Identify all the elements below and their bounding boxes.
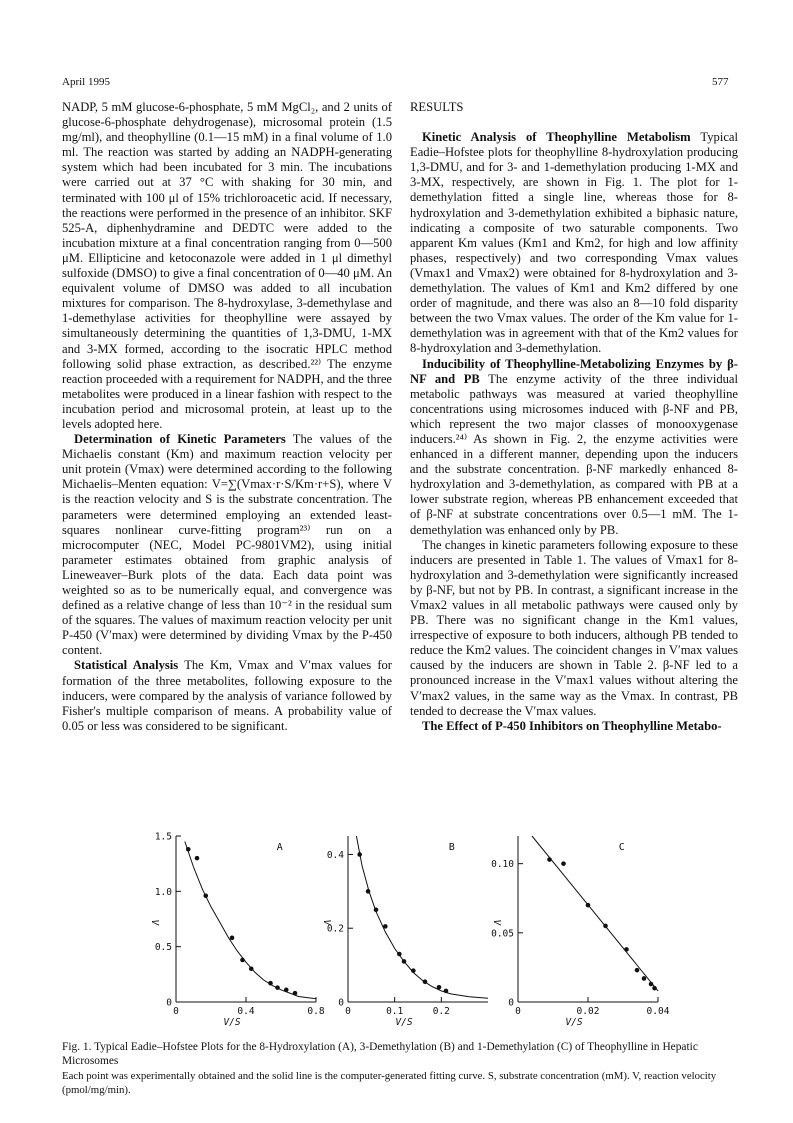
panel-b-fit-curve [356,836,488,998]
parameter-changes-paragraph: The changes in kinetic parameters following exposure to these inducers are presented in Table 1. The values of Vmax1 for 8-hydroxylation and 3-demethylation were significantly increased by β-NF, but not by PB. In contrast, a significant increase in the Vmax2 values in all metabolic pathways were caused only by PB. There was no significant change in the Km1 values, irrespective of exposure to both inducers, although PB tended to reduce the Km2 values. The coincident changes in V′max values caused by the inducers are shown in Table 2. β-NF led to a pronounced increase in the V′max1 values without altering the V′max2 values, in the same way as the Vmax. In contrast, PB tended to decrease the V′max values. [410,537,738,718]
panel-a-label: A [276,842,283,853]
panel-a-x-tick-label: 0.8 [307,1006,325,1017]
results-heading: RESULTS [410,100,464,114]
panel-b-data-point [366,889,371,894]
panel-b-data-point [397,952,402,957]
panel-a-data-point [240,958,245,963]
panel-b-data-point [411,968,416,973]
panel-c-label: C [618,842,625,853]
panel-a-data-point [186,847,191,852]
panel-b-x-label: V/S [395,1017,413,1028]
inhibitor-heading: The Effect of P-450 Inhibitors on Theophylline Metabo- [422,718,722,733]
panel-a-data-point [268,981,273,986]
panel-c-data-point [603,924,608,929]
statistics-heading: Statistical Analysis [74,658,179,673]
panel-c-x-tick-label: 0 [515,1006,521,1017]
panel-c-y-tick-label: 0 [508,997,514,1009]
panel-b-data-point [374,907,379,912]
panel-c-y-tick-label: 0.10 [491,859,514,871]
panel-b-x-tick-label: 0.2 [432,1006,450,1017]
panel-c-data-point [642,976,647,981]
panel-a-y-tick-label: 1.5 [154,831,172,843]
panel-c-x-tick-label: 0.02 [576,1006,600,1017]
panel-b-label: B [448,842,455,853]
kinetic-parameters-text: The values of the Michaelis constant (Km) and maximum reaction velocity per unit protein (Vmax) were determined according to the following Michaelis–Menten equation: V=∑(Vmax·r·S/Km·r+S), where V is the reaction velocity and S is the substrate concentration. The parameters were determined employing an extended least-squares nonlinear curve-fitting program²³⁾ run on a microcomputer (NEC, Model PC-9801VM2), using initial parameter estimates obtained from graphic analysis of Lineweaver–Burk plots of the data. Each data point was weighted so as to be numerically equal, and convergence was defined as a relative change of less than 10⁻² in the residual sum of the squares. The values of maximum reaction velocity per unit P-450 (V′max) were determined by dividing Vmax by the P-450 content. [62,432,393,658]
panel-a-y-tick-label: 1.0 [154,886,172,898]
panel-a-y-tick-label: 0.5 [154,942,172,954]
panel-b-data-point [357,852,362,857]
inhibitor-heading-paragraph [410,719,738,734]
panel-b-data-point [383,924,388,929]
panel-c-x-label: V/S [565,1017,583,1028]
methods-paragraph: NADP, 5 mM glucose-6-phosphate, 5 mM MgCl₂, and 2 units of glucose-6-phosphate dehydrogenase), microsomal protein (1.5 mg/ml), and theophylline (0.1—15 mM) in a final volume of 1.0 ml. The reaction was started by adding an NADPH-generating system which had been incubated for 3 min. The incubations were carried out at 37 °C with shaking for 30 min, and terminated with 100 μl of 15% trichloroacetic acid. If necessary, the reactions were performed in the presence of an inhibitor. SKF 525-A, diphenhydramine and DEDTC were added to the incubation mixture at a final concentration ranging from 0—500 μM. Ellipticine and ketoconazole were added in 1 μl dimethyl sulfoxide (DMSO) to give a final concentration of 0—40 μM. An equivalent volume of DMSO was added to all incubation mixtures for comparison. The 8-hydroxylase, 3-demethylase and 1-demethylase activities for theophylline were assayed by simultaneously determining the quantities of 1,3-DMU, 1-MX and 3-MX formed, according to the isocratic HPLC method following solid phase extraction, as described.²²⁾ The enzyme reaction proceeded with a requirement for NADPH, and the three metabolites were produced in a linear fashion with respect to the incubation period and microsomal protein, at least up to the levels adopted here. [62,100,392,431]
inducibility-heading: Inducibility of Theophylline-Metabolizing Enzymes by β-NF and PB [410,356,738,386]
kinetic-parameters-paragraph [62,432,392,658]
panel-a-data-point [203,893,208,898]
panel-c-data-point [652,986,657,991]
panel-c-y-label: V [491,919,502,926]
panel-b-y-tick-label: 0.4 [326,849,344,861]
panel-a-y-label: V [149,919,160,926]
panel-b-x-tick-label: 0.1 [386,1006,404,1017]
figure-caption: Fig. 1. Typical Eadie–Hofstee Plots for the 8-Hydroxylation (A), 3-Demethylation (B) and 1-Demethylation (C) of Theophylline in Hepatic Microsomes [62,1041,698,1067]
panel-c-data-point [586,903,591,908]
panel-c-data-point [649,982,654,987]
panel-b-data-point [444,989,449,994]
kinetic-analysis-paragraph [410,130,738,356]
panel-b-data-point [402,959,407,964]
panel-a-data-point [275,985,280,990]
figure-note: Each point was experimentally obtained and the solid line is the computer-generated fitting curve. S, substrate concentration (mM). V, reaction velocity (pmol/mg/min). [62,1070,717,1096]
inducibility-text: The enzyme activity of the three individual metabolic pathways was measured at varied theophylline concentrations using microsomes induced with β-NF and PB, which represent the two major classes of monooxygenase inducers.²⁴⁾ As shown in Fig. 2, the enzyme activities were enhanced in a different manner, depending upon the inducers and the substrate concentration. β-NF markedly enhanced 8-hydroxylation and 3-demethylation, as compared with PB at a lower substrate region, whereas PB enhancement exceeded that of β-NF at substrate concentrations over 0.5—1 mM. The 1-demethylation was enhanced only by PB. [410,371,739,537]
right-column [410,100,738,734]
panel-b-y-tick-label: 0.2 [326,923,344,935]
panel-b-y-tick-label: 0 [338,997,344,1009]
left-column [62,100,392,734]
figure-1 [140,830,680,1030]
panel-a-fit-curve [185,842,316,999]
panel-a-data-point [249,967,254,972]
inducibility-paragraph [410,357,738,538]
panel-b-data-point [437,985,442,990]
panel-c-y-tick-label: 0.05 [491,928,514,940]
panel-c-data-point [635,968,640,973]
statistics-text: The Km, Vmax and V′max values for formation of the three metabolites, following exposure to the inducers, were compared by the analysis of variance followed by Fisher's multiple comparison of means. A probability value of 0.05 or less was considered to be significant. [62,658,393,733]
panel-b-y-label: V [321,919,332,926]
kinetic-parameters-heading: Determination of Kinetic Parameters [74,432,286,447]
panel-a-x-tick-label: 0.4 [237,1006,255,1017]
panel-c-x-tick-label: 0.04 [646,1006,670,1017]
kinetic-analysis-heading: Kinetic Analysis of Theophylline Metabolism [422,130,691,145]
figure-1-plots [140,830,680,1030]
panel-a-x-label: V/S [223,1017,241,1028]
panel-c-data-point [561,861,566,866]
panel-a-data-point [195,856,200,861]
panel-a-data-point [284,988,289,993]
panel-a-data-point [293,991,298,996]
kinetic-analysis-text: Typical Eadie–Hofstee plots for theophylline 8-hydroxylation producing 1,3-DMU, and for 3- and 1-demethylation producing 1-MX and 3-MX, respectively, are shown in Fig. 1. The plot for 1-demethylation fitted a single line, whereas those for 8-hydroxylation and 3-demethylation exhibited a biphasic nature, indicating a composite of two saturable components. Two apparent Km values (Km1 and Km2, for high and low affinity phases, respectively) and two corresponding Vmax values (Vmax1 and Vmax2) were obtained for 8-hydroxylation and 3-demethylation. The values of Km1 and Km2 differed by one order of magnitude, and there was also an 8—10 fold disparity between the two Vmax values. The order of the Km value for 1-demethylation was in agreement with that of the Km2 values for 8-hydroxylation and 3-demethylation. [410,130,739,356]
panel-c-data-point [547,857,552,862]
panel-a-x-tick-label: 0 [173,1006,179,1017]
running-header-date: April 1995 [62,76,110,88]
panel-b-data-point [423,979,428,984]
panel-c-data-point [624,947,629,952]
panel-b-x-tick-label: 0 [345,1006,351,1017]
page-number: 577 [712,76,729,88]
panel-a-data-point [230,936,235,941]
panel-a-y-tick-label: 0 [166,997,172,1009]
statistics-paragraph [62,658,392,733]
